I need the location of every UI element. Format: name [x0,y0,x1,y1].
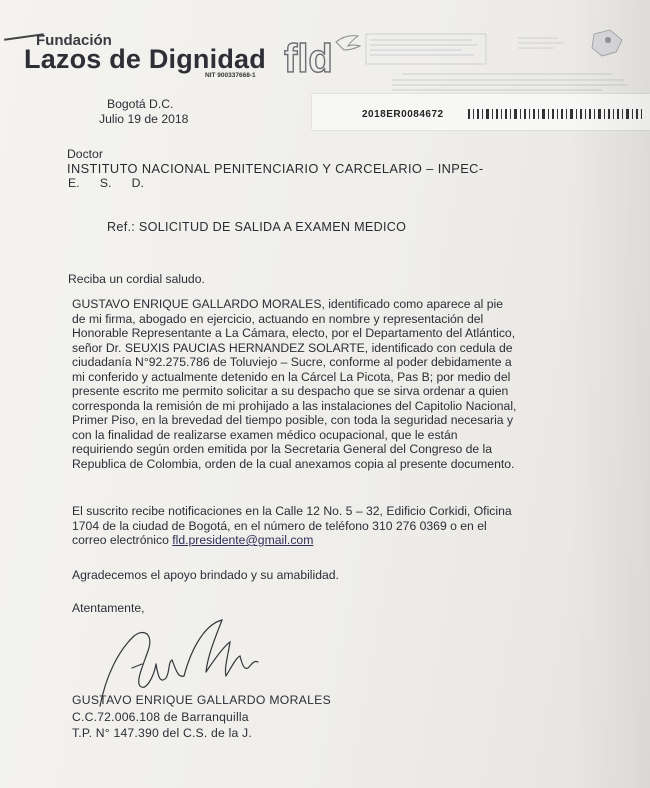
filing-barcode-label [312,94,650,130]
logo-line1: Fundación [36,32,112,49]
body-line: Honorable Representante a La Cámara, electo, por el Departamento del Atlántico, [72,326,516,340]
notif-line-last [72,533,512,548]
signer-name: GUSTAVO ENRIQUE GALLARDO MORALES [72,693,332,707]
body-line: GUSTAVO ENRIQUE GALLARDO MORALES, identificado como aparece al pie [72,297,504,311]
body-line: de mi firma, abogado en ejercicio, actuando en nombre y representación del [72,311,484,326]
thanks-line: Agradecemos el apoyo brindado y su amabilidad. [72,568,339,582]
greeting: Reciba un cordial saludo. [68,272,205,286]
body-line: ciudadanía N°92.275.786 de Toluviejo – Sucre, conforme al poder debidamente a [72,355,512,369]
filing-number: 2018ER0084672 [362,109,444,120]
notification-paragraph [72,504,512,548]
letter-city: Bogotá D.C. [107,97,174,111]
fld-logo-text: fld [284,37,333,80]
body-paragraph [72,297,516,471]
stamp-print-icon [362,28,650,98]
barcode-icon [468,109,648,119]
foundation-logo [22,32,272,84]
signer-tp: T.P. N° 147.390 del C.S. de la J. [72,726,252,740]
notif-line: 1704 de la ciudad de Bogotá, en el número de teléfono 310 276 0369 o en el [72,518,487,533]
recipient-title: Doctor [67,147,103,161]
letter-date: Julio 19 de 2018 [99,112,189,126]
body-line: Republica de Colombia, orden de la cual anexamos copia al presente documento. [72,456,515,471]
reference-line [107,220,406,234]
notif-line: El suscrito recibe notificaciones en la Calle 12 No. 5 – 32, Edificio Corkidi, Oficina [72,504,512,518]
body-line: señor Dr. SEUXIS PAUCIAS HERNANDEZ SOLARTE, identificado con cedula de [72,340,513,355]
fld-logo-icon [284,32,364,85]
email-link[interactable]: fld.presidente@gmail.com [172,533,314,547]
logo-nit: NIT 900337668-1 [205,72,256,79]
body-line: presente escrito me permito solicitar a su despacho que se sirva ordenar a quien [72,384,509,398]
recipient-esd: E. S. D. [68,176,144,190]
body-line: mi conferido y actualmente detenido en la Cárcel La Picota, Pas B; por medio del [72,369,511,384]
signer-cc: C.C.72.006.108 de Barranquilla [72,710,249,724]
body-line: Primer Piso, en la brevedad del tiempo posible, con toda la seguridad necesaria y [72,413,514,427]
body-line: corresponda la remisión de mi prohijado a las instalaciones del Capitolio Nacional, [72,398,517,413]
logo-line2: Lazos de Dignidad [24,44,266,74]
recipient-org: INSTITUTO NACIONAL PENITENCIARIO Y CARCELARIO – INPEC- [67,161,484,176]
notif-prefix: correo electrónico [72,533,173,547]
ref-label: Ref.: [107,220,136,234]
body-line: requiriendo según orden emitida por la Secretaria General del Congreso de la [72,442,493,456]
ref-subject: SOLICITUD DE SALIDA A EXAMEN MEDICO [138,220,407,234]
body-line: con la finalidad de realizarse examen médico ocupacional, que le están [72,427,458,442]
closing-line: Atentamente, [72,601,145,615]
